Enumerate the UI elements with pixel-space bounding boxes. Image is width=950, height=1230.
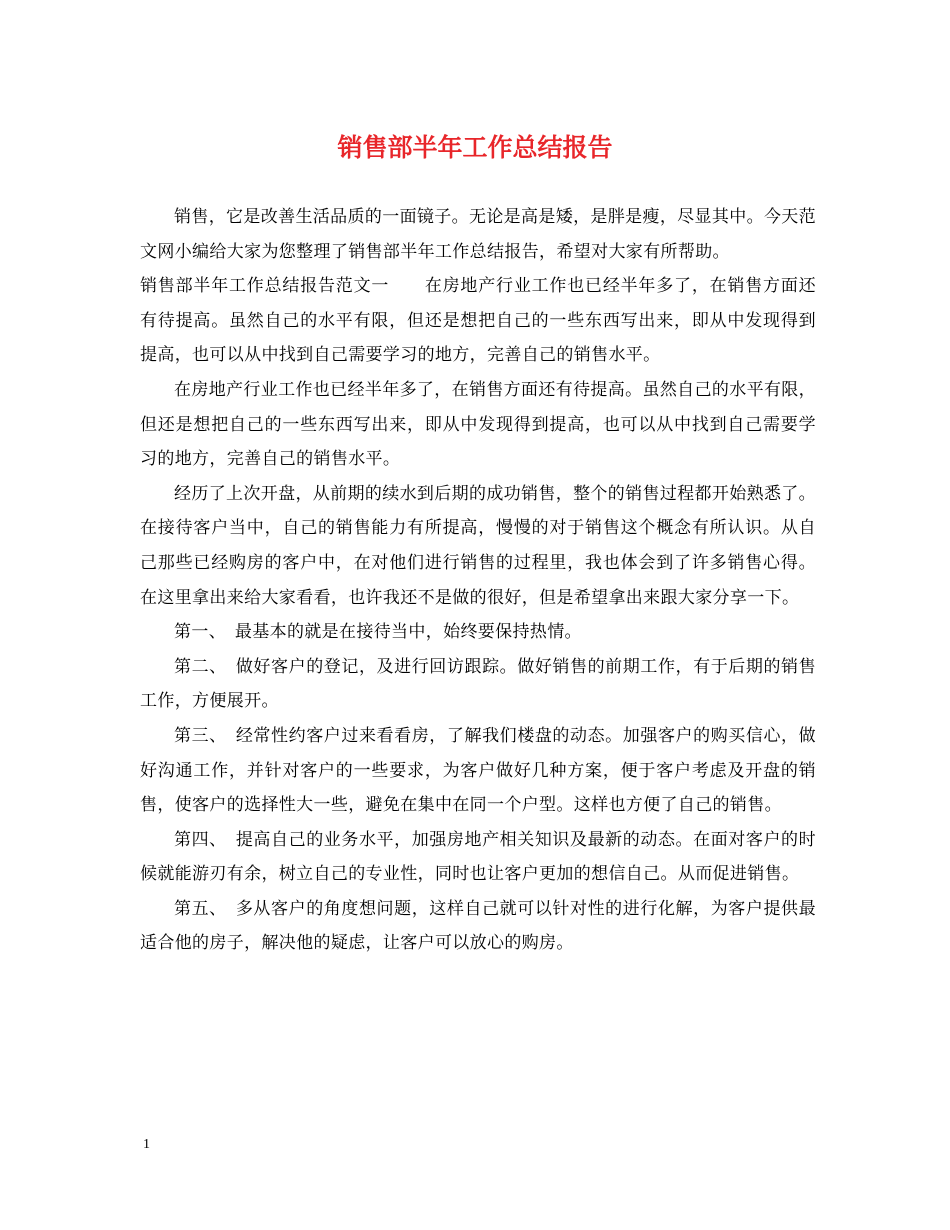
- paragraph-point-2: 第二、 做好客户的登记，及进行回访跟踪。做好销售的前期工作，有于后期的销售工作，方便展开。: [140, 656, 816, 712]
- paragraph-intro: 销售，它是改善生活品质的一面镜子。无论是高是矮，是胖是瘦，尽显其中。今天范文网小编给大家为您整理了销售部半年工作总结报告，希望对大家有所帮助。: [140, 207, 816, 262]
- page-title: 销售部半年工作总结报告: [337, 133, 613, 162]
- document-body: [140, 200, 816, 961]
- paragraph-point-5: 第五、 多从客户的角度想问题，这样自己就可以针对性的进行化解，为客户提供最适合他的房子，解决他的疑虑，让客户可以放心的购房。: [140, 898, 816, 954]
- page-number: 1: [143, 1137, 150, 1152]
- paragraph-sample-one: 销售部半年工作总结报告范文一 在房地产行业工作也已经半年多了，在销售方面还有待提高。虽然自己的水平有限，但还是想把自己的一些东西写出来，即从中发现得到提高，也可以从中找到自己需要学习的地方，完善自己的销售水平。: [140, 276, 816, 366]
- paragraph-opening: 经历了上次开盘，从前期的续水到后期的成功销售，整个的销售过程都开始熟悉了。在接待客户当中，自己的销售能力有所提高，慢慢的对于销售这个概念有所认识。从自己那些已经购房的客户中，在对他们进行销售的过程里，我也体会到了许多销售心得。在这里拿出来给大家看看，也许我还不是做的很好，但是希望拿出来跟大家分享一下。: [140, 483, 816, 608]
- paragraph-point-4: 第四、 提高自己的业务水平，加强房地产相关知识及最新的动态。在面对客户的时候就能游刃有余，树立自己的专业性，同时也让客户更加的想信自己。从而促进销售。: [140, 829, 816, 885]
- paragraph-point-3: 第三、 经常性约客户过来看看房，了解我们楼盘的动态。加强客户的购买信心，做好沟通工作，并针对客户的一些要求，为客户做好几种方案，便于客户考虑及开盘的销售，使客户的选择性大一些，避免在集中在同一个户型。这样也方便了自己的销售。: [140, 725, 816, 816]
- paragraph-experience: 在房地产行业工作也已经半年多了，在销售方面还有待提高。虽然自己的水平有限，但还是想把自己的一些东西写出来，即从中发现得到提高，也可以从中找到自己需要学习的地方，完善自己的销售水平。: [140, 379, 816, 470]
- paragraph-point-1: 第一、 最基本的就是在接待当中，始终要保持热情。: [174, 622, 582, 643]
